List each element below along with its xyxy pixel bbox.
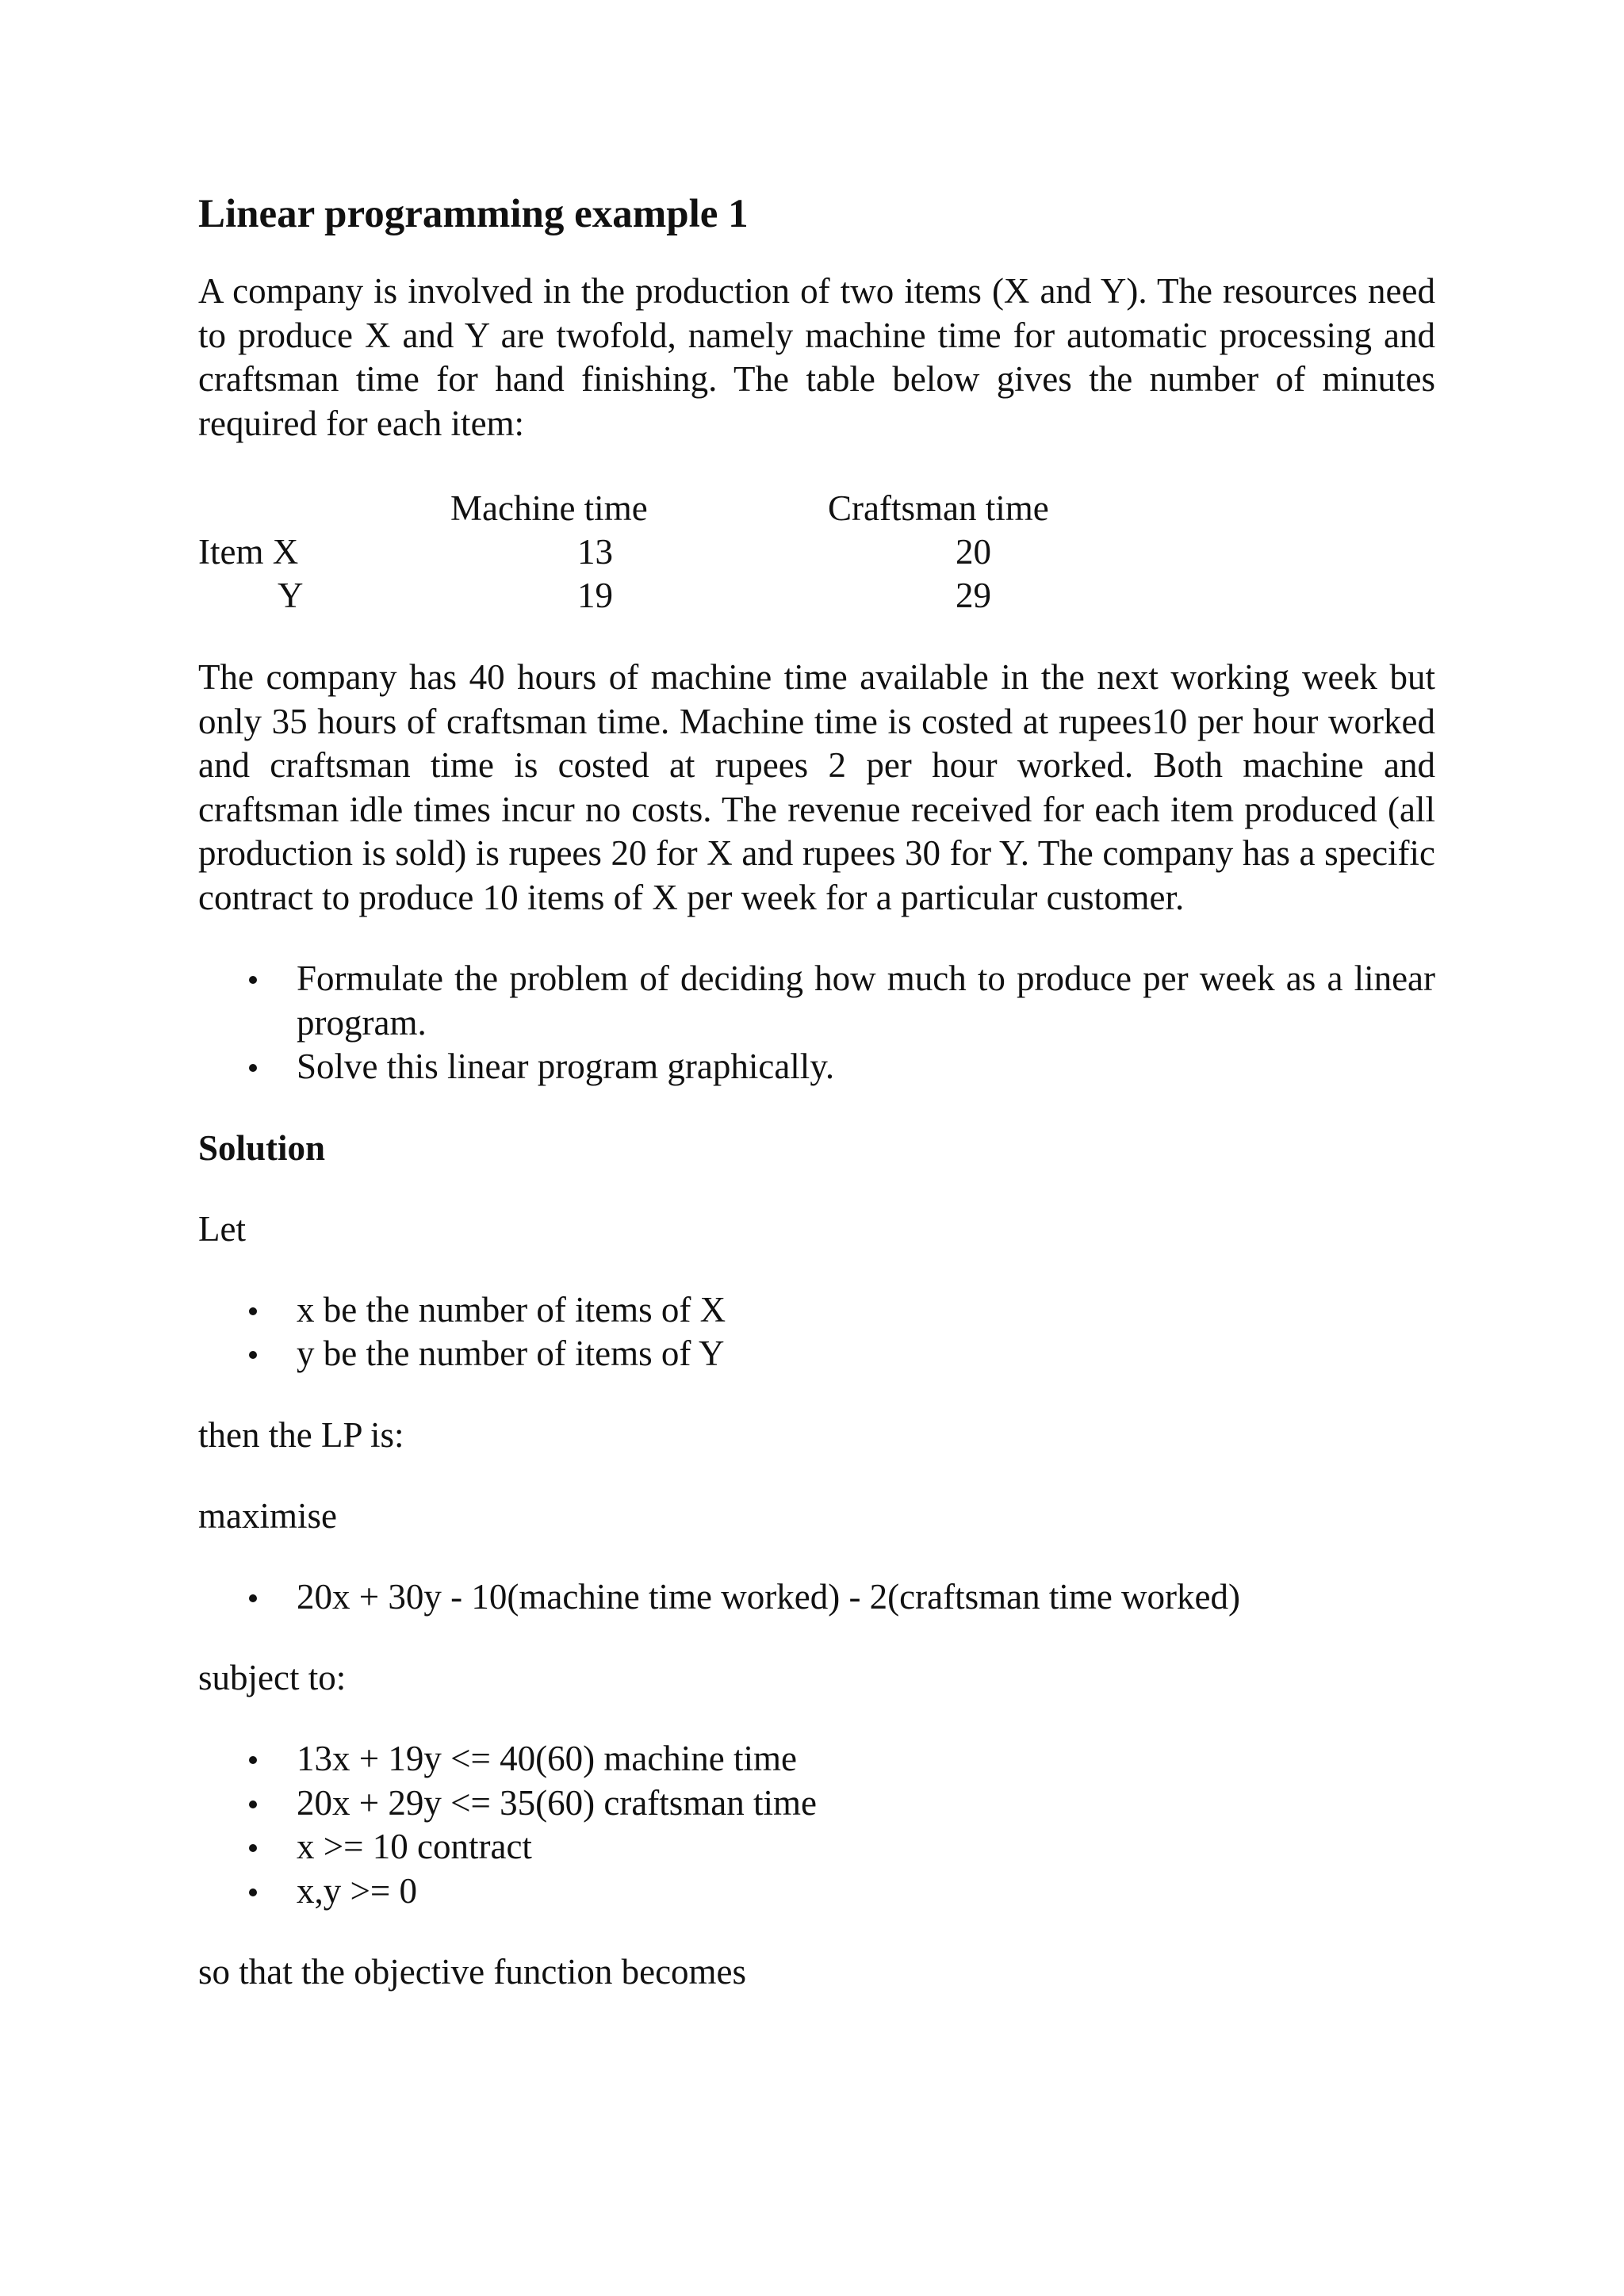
list-item: [198, 1781, 1435, 1826]
closing-text: so that the objective function becomes: [198, 1952, 747, 1992]
table-header-row: [198, 487, 1435, 530]
bullet-icon: [249, 1351, 257, 1359]
table-row-label: Y: [278, 576, 304, 615]
table-cell-craftsman: 20: [956, 532, 991, 572]
list-item: [198, 1045, 1435, 1089]
variable-text: y be the number of items of Y: [297, 1334, 725, 1373]
list-item: [198, 1869, 1435, 1914]
list-item: [198, 1288, 1435, 1333]
task-list: [198, 957, 1435, 1089]
constraint-text: x >= 10 contract: [297, 1827, 532, 1866]
table-header-craftsman-time: Craftsman time: [828, 488, 1049, 528]
then-lp-text: then the LP is:: [198, 1414, 404, 1455]
task-text: Formulate the problem of deciding how much to produce per week as a linear program.: [297, 959, 1435, 1043]
variable-text: x be the number of items of X: [297, 1289, 726, 1330]
objective-list: [198, 1575, 1435, 1620]
constraint-text: 13x + 19y <= 40(60) machine time: [297, 1739, 798, 1778]
constraint-text: 20x + 29y <= 35(60) craftsman time: [297, 1782, 817, 1823]
table-cell-machine: 19: [577, 576, 613, 615]
table-row-label: Item X: [198, 532, 299, 572]
page-title: Linear programming example 1: [198, 192, 749, 236]
list-item: [198, 957, 1435, 1045]
bullet-icon: [249, 1800, 257, 1808]
subject-to-text: subject to:: [198, 1658, 347, 1697]
bullet-icon: [249, 1844, 257, 1852]
intro-paragraph: A company is involved in the production of two items (X and Y). The resources need to produce X and Y are twofold, namely machine time for automatic processing and craftsman time for hand finishing. The table below gives the number of minutes required for each item:: [198, 271, 1435, 443]
constraint-list: [198, 1737, 1435, 1913]
bullet-icon: [249, 1594, 257, 1602]
document-page: [198, 190, 1435, 1994]
bullet-icon: [249, 976, 257, 984]
bullet-icon: [249, 1307, 257, 1315]
table-row: [198, 530, 1435, 574]
let-text: Let: [198, 1208, 246, 1249]
variable-list: [198, 1288, 1435, 1376]
bullet-icon: [249, 1888, 257, 1896]
table-row: [198, 574, 1435, 618]
table-cell-machine: 13: [577, 532, 613, 572]
objective-text: 20x + 30y - 10(machine time worked) - 2(craftsman time worked): [297, 1576, 1240, 1617]
table-header-machine-time: Machine time: [450, 488, 648, 528]
bullet-icon: [249, 1064, 257, 1072]
list-item: [198, 1825, 1435, 1869]
solution-heading: Solution: [198, 1127, 326, 1168]
maximise-text: maximise: [198, 1495, 337, 1536]
bullet-icon: [249, 1756, 257, 1764]
table-cell-craftsman: 29: [956, 576, 991, 615]
constraint-text: x,y >= 0: [297, 1870, 418, 1911]
list-item: [198, 1332, 1435, 1376]
list-item: [198, 1737, 1435, 1781]
problem-paragraph: The company has 40 hours of machine time available in the next working week but only 35 hours of craftsman time. Machine time is costed at rupees10 per hour worked and craftsman time is costed at rupees 2 per hour worked. Both machine and craftsman idle times incur no costs. The revenue received for each item produced (all production is sold) is rupees 20 for X and rupees 30 for Y. The company has a specific contract to produce 10 items of X per week for a particular customer.: [198, 657, 1435, 917]
task-text: Solve this linear program graphically.: [297, 1047, 835, 1086]
list-item: [198, 1575, 1435, 1620]
time-requirements-table: [198, 487, 1435, 618]
